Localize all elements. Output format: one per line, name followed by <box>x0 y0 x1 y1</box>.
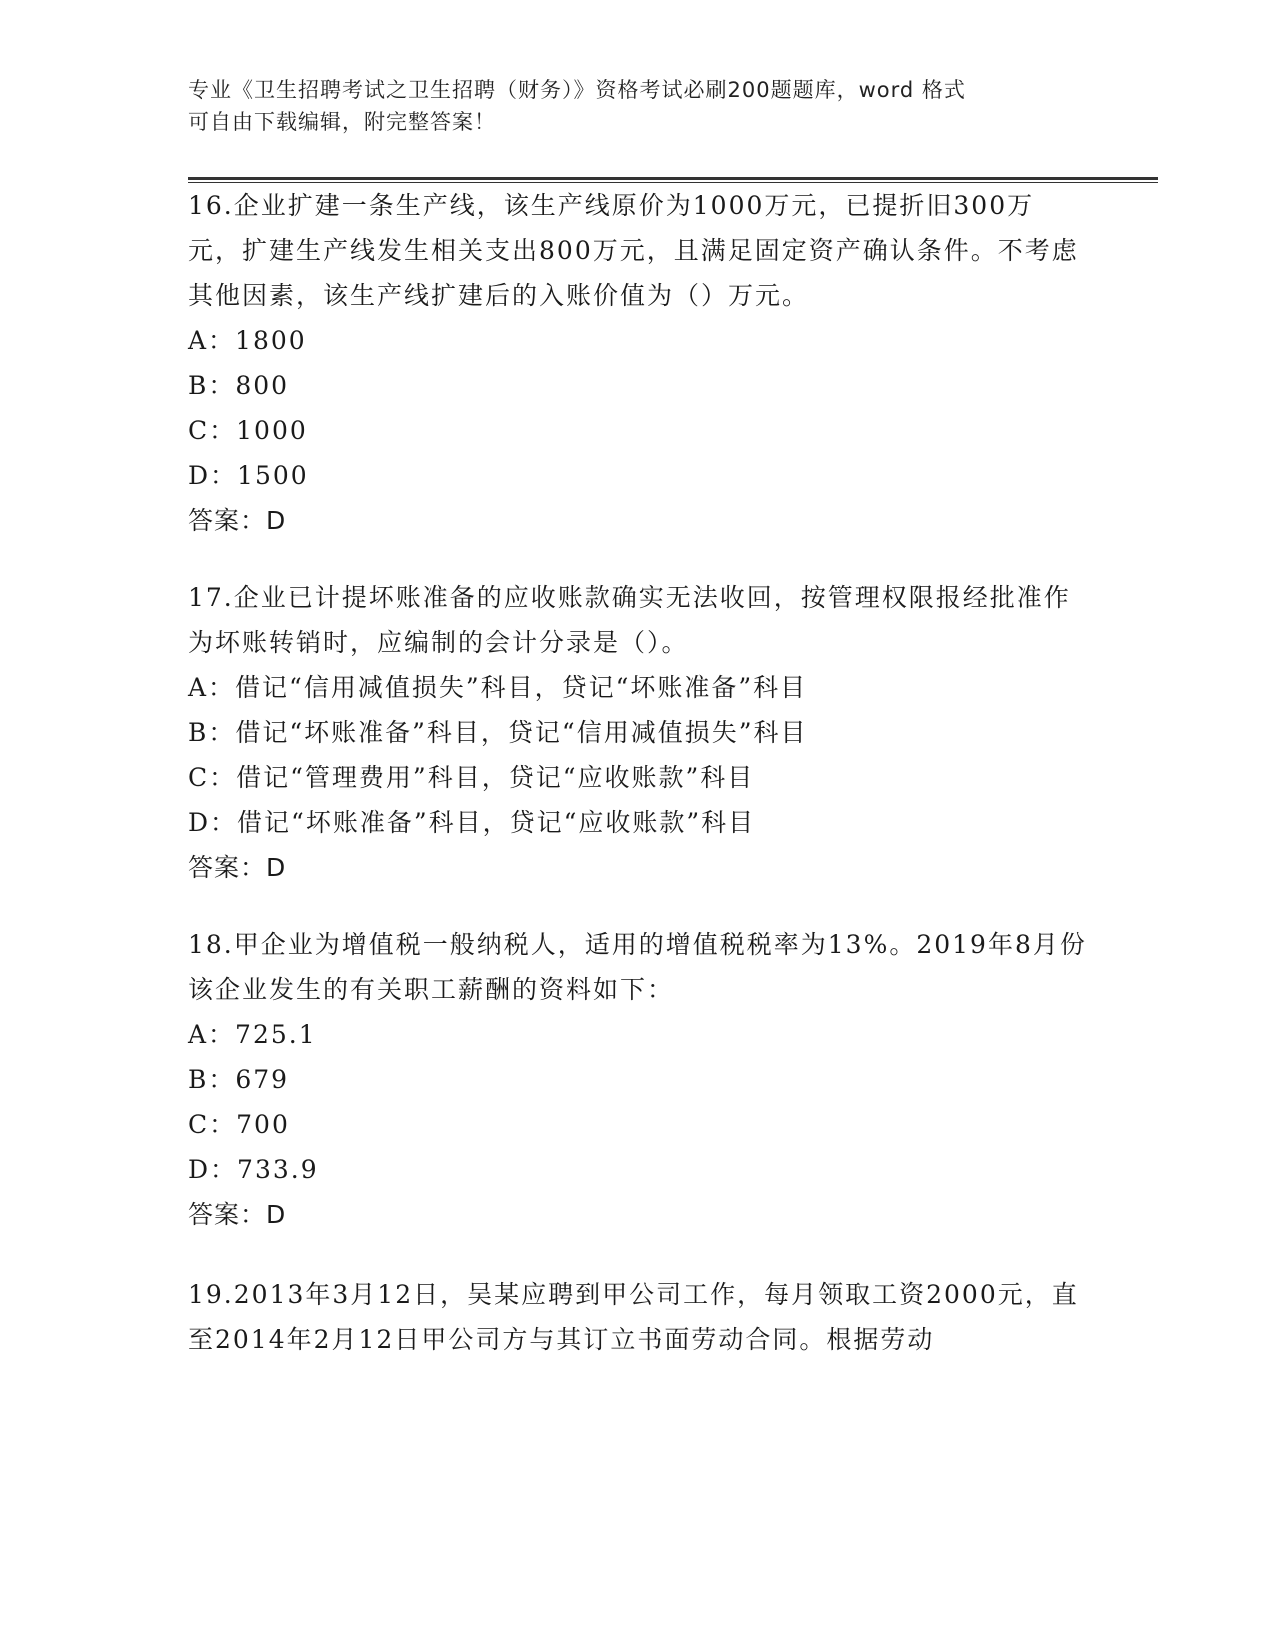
option-b: B：800 <box>188 371 290 400</box>
option-a: A：1800 <box>188 326 307 355</box>
header-line-1: 专业《卫生招聘考试之卫生招聘（财务）》资格考试必刷200题题库，word 格式 <box>188 78 966 102</box>
option-c: C：700 <box>188 1110 290 1139</box>
option-a: A：借记“信用减值损失”科目，贷记“坏账准备”科目 <box>188 673 808 702</box>
document-header <box>188 74 1088 138</box>
question-stem: 17.企业已计提坏账准备的应收账款确实无法收回，按管理权限报经批准作为坏账转销时，应编制的会计分录是（）。 <box>188 583 1071 657</box>
answer-label: 答案：D <box>188 853 287 882</box>
header-divider-thick <box>188 177 1158 180</box>
question-stem: 19.2013年3月12日，吴某应聘到甲公司工作，每月领取工资2000元，直至2014年2月12日甲公司方与其订立书面劳动合同。根据劳动 <box>188 1280 1079 1354</box>
option-b: B：679 <box>188 1065 290 1094</box>
question-stem: 16.企业扩建一条生产线，该生产线原价为1000万元，已提折旧300万元，扩建生产线发生相关支出800万元，且满足固定资产确认条件。不考虑其他因素，该生产线扩建后的入账价值为（）万元。 <box>188 191 1079 310</box>
question-stem: 18.甲企业为增值税一般纳税人，适用的增值税税率为13%。2019年8月份该企业发生的有关职工薪酬的资料如下： <box>188 930 1087 1004</box>
option-a: A：725.1 <box>188 1020 317 1049</box>
question-18 <box>188 922 1088 1237</box>
header-line-2: 可自由下载编辑，附完整答案！ <box>188 110 496 134</box>
option-b: B：借记“坏账准备”科目，贷记“信用减值损失”科目 <box>188 718 808 747</box>
option-d: D：733.9 <box>188 1155 319 1184</box>
answer-label: 答案：D <box>188 1200 287 1229</box>
question-16 <box>188 183 1088 543</box>
option-d: D：借记“坏账准备”科目，贷记“应收账款”科目 <box>188 808 756 837</box>
answer-label: 答案：D <box>188 506 287 535</box>
question-17 <box>188 575 1088 890</box>
option-c: C：借记“管理费用”科目，贷记“应收账款”科目 <box>188 763 755 792</box>
option-c: C：1000 <box>188 416 308 445</box>
option-d: D：1500 <box>188 461 309 490</box>
question-19 <box>188 1272 1088 1362</box>
